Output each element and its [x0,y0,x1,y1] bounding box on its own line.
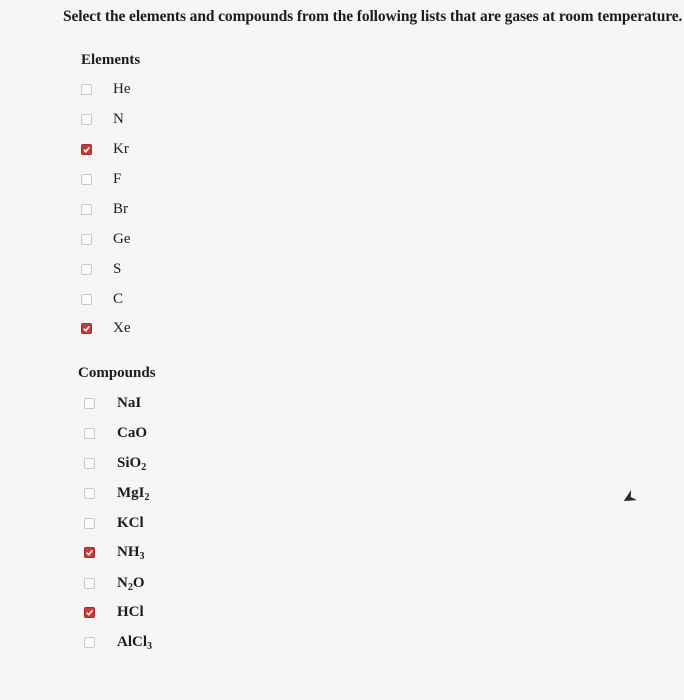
element-option[interactable] [81,317,131,339]
compound-option[interactable] [84,422,147,444]
checkbox[interactable] [84,578,95,589]
checkbox[interactable] [81,323,92,334]
compound-option[interactable] [84,482,150,504]
element-label: Br [113,200,128,217]
elements-heading: Elements [81,52,141,68]
compound-label: KCl [117,514,144,531]
checkbox[interactable] [81,84,92,95]
element-label: Xe [113,319,131,336]
element-option[interactable] [81,138,129,160]
checkbox[interactable] [84,458,95,469]
checkbox[interactable] [84,428,95,439]
checkmark-icon [85,548,94,557]
element-option[interactable] [81,78,131,100]
checkbox[interactable] [81,294,92,305]
compound-label: MgI$_2$ [117,484,150,503]
element-label: N [113,110,124,127]
mouse-pointer-icon [622,490,636,506]
compound-option[interactable] [84,392,141,414]
compound-label: $NH_3$ [117,543,145,562]
element-option[interactable] [81,258,121,280]
element-option[interactable] [81,228,131,250]
element-option[interactable] [81,198,128,220]
element-label: Kr [113,140,129,157]
element-option[interactable] [81,288,123,310]
compound-option[interactable] [84,452,146,474]
checkbox[interactable] [81,204,92,215]
element-label: Ge [113,230,131,247]
compound-option[interactable] [84,512,144,534]
checkbox[interactable] [84,547,95,558]
element-option[interactable] [81,168,121,190]
checkbox[interactable] [84,637,95,648]
checkbox[interactable] [81,234,92,245]
compound-option[interactable] [84,541,145,563]
compound-option[interactable] [84,631,152,653]
checkmark-icon [82,324,91,333]
checkbox[interactable] [81,144,92,155]
element-label: S [113,260,122,277]
checkmark-icon [85,608,94,617]
compound-label: HCl [117,603,144,620]
checkbox[interactable] [81,174,92,185]
compound-label: AlCl$_3$ [117,633,152,652]
element-label: C [113,290,124,307]
checkbox[interactable] [84,518,95,529]
element-option[interactable] [81,108,124,130]
compounds-heading: Compounds [78,365,156,381]
element-label: F [113,170,122,187]
checkbox[interactable] [84,488,95,499]
question-text: Select the elements and compounds from the following lists that are gases at room temperature. [63,8,683,25]
compound-option[interactable] [84,572,145,594]
checkmark-icon [82,145,91,154]
checkbox[interactable] [84,398,95,409]
checkbox[interactable] [81,114,92,125]
compound-label: $N_2O$ [117,574,145,593]
compound-label: NaI [117,394,142,411]
compound-option[interactable] [84,601,144,623]
compound-label: SiO$_2$ [117,454,147,473]
compound-label: CaO [117,424,147,441]
checkbox[interactable] [84,607,95,618]
checkbox[interactable] [81,264,92,275]
element-label: He [113,80,131,97]
